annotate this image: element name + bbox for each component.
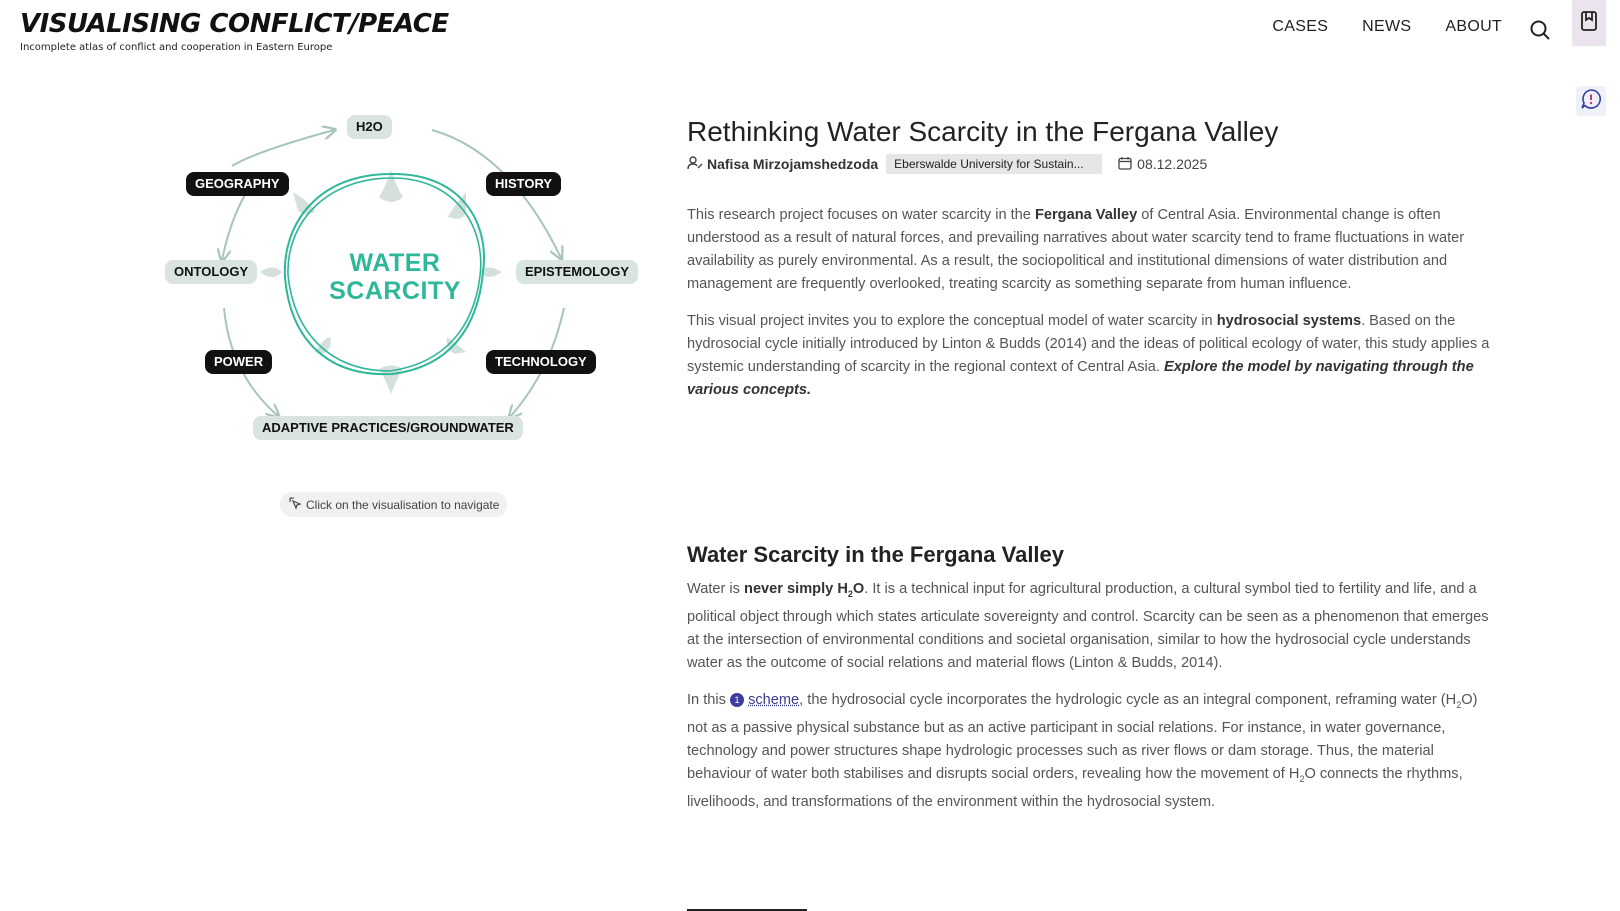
section-paragraph-2: In this 1 scheme, the hydrosocial cycle incorporates the hydrologic cycle as an integral component, reframing water $(H_2O)$ not as a passive physical substance but as an active participant in social relations. For instance, in water governance, technology and power structures shape hydrologic processes such as river flows or dam storage. Thus, the material behaviour of water both stabilises and disrupts social orders, revealing how the movement of $H_2O$ connects the rhythms, livelihoods, and transformations of the environment within the hydrosocial system. [687,691,1478,810]
site-title[interactable]: VISUALISING CONFLICT/PEACE [20,9,449,39]
node-geography[interactable]: GEOGRAPHY [186,172,289,196]
cursor-click-icon [288,496,302,513]
arrow-geography-h2o [232,130,334,166]
next-section-heading-partial [687,904,807,911]
site-subtitle: Incomplete atlas of conflict and cooperation in Eastern Europe [20,42,333,53]
feedback-icon [1580,88,1602,114]
feedback-button[interactable] [1576,86,1606,116]
section-heading: Water Scarcity in the Fergana Valley [687,542,1065,567]
bookmark-button[interactable] [1572,0,1606,46]
nav-cases[interactable]: CASES [1272,18,1329,35]
intro-paragraph-1: This research project focuses on water scarcity in the Fergana Valley of Central Asia. Environmental change is often understood as a result of natural forces, and prevailing narratives about water scarcity tend to frame fluctuations in water availability as purely environmental. As a result, the sociopolitical and institutional dimensions of water distribution and management are frequently overlooked, treating scarcity as something separate from human influence. [687,207,1465,292]
nav-news[interactable]: NEWS [1362,18,1412,35]
author-icon [687,156,703,173]
intro-paragraph-2: This visual project invites you to explore the conceptual model of water scarcity in hydrosocial systems. Based on the hydrosocial cycle initially introduced by Linton & Budds (2014) and the ideas of political ecology of water, this study applies a systemic understanding of scarcity in the regional context of Central Asia. Explore the model by navigating through the various concepts. [687,313,1490,398]
node-h2o[interactable]: H2O [347,115,392,139]
publish-date [1118,156,1207,173]
node-epistemology[interactable]: EPISTEMOLOGY [516,260,638,284]
section-water-scarcity [687,542,1492,814]
article-meta [687,154,1492,174]
search-icon[interactable] [1528,18,1552,42]
nav-about[interactable]: ABOUT [1445,18,1502,35]
water-scarcity-diagram[interactable] [160,112,650,472]
node-adaptive-practices[interactable]: ADAPTIVE PRACTICES/GROUNDWATER [253,416,523,440]
site-logo[interactable] [20,8,449,53]
calendar-icon [1118,156,1132,173]
scheme-link[interactable]: scheme [748,691,800,708]
article-title: Rethinking Water Scarcity in the Fergana Valley [687,116,1279,147]
section-paragraph-1: Water is never simply $H_2O$. It is a technical input for agricultural production, a cultural symbol tied to fertility and life, and a political object through which states articulate sovereignty and control. Scarcity can be seen as a phenomenon that emerges at the intersection of environmental conditions and societal organisation, similar to how the hydrosocial cycle understands water as the outcome of social relations and material flows (Linton & Budds, 2014). [687,581,1489,671]
article [687,112,1492,402]
navigate-hint-text: Click on the visualisation to navigate [306,497,500,512]
author[interactable] [687,156,878,173]
main-nav [1272,18,1502,36]
author-name: Nafisa Mirzojamshedzoda [707,156,879,172]
diagram-center-label[interactable]: WATER SCARCITY [329,249,461,305]
footnote-badge[interactable]: 1 [730,693,744,707]
node-power[interactable]: POWER [205,350,272,374]
bookmark-icon [1580,11,1598,35]
affiliation-tag[interactable]: Eberswalde University for Sustain... [886,154,1102,174]
node-history[interactable]: HISTORY [486,172,561,196]
publish-date-text: 08.12.2025 [1137,156,1208,172]
node-technology[interactable]: TECHNOLOGY [486,350,596,374]
node-ontology[interactable]: ONTOLOGY [165,260,257,284]
navigate-hint [280,492,507,517]
